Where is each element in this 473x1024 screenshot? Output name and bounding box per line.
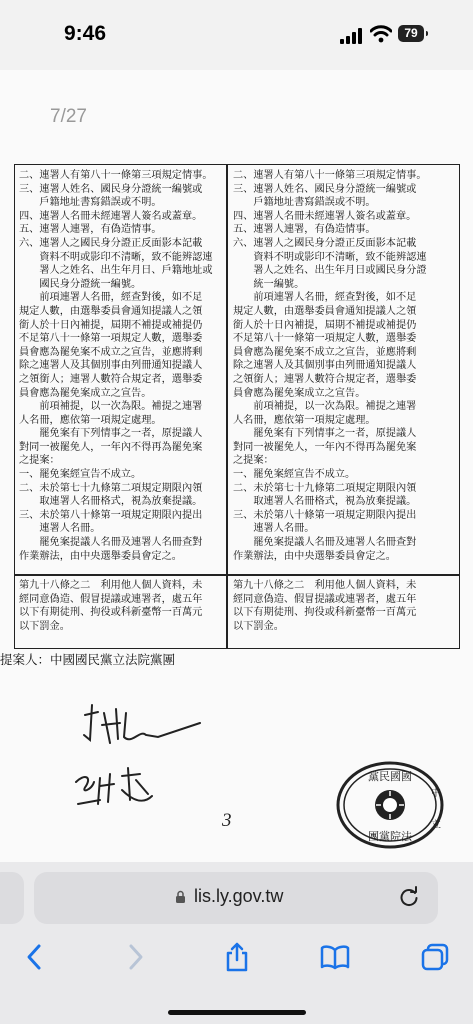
current-text-line: 取連署人名冊格式，視為放棄提議。 — [19, 496, 203, 508]
amended-text-line: 資料不明或影印不清晰，致不能辨認連 — [233, 251, 427, 263]
article-line: 經同意偽造、假冒提議或連署者，處五年 — [19, 593, 203, 605]
article-line: 以下有期徒刑、拘役或科新臺幣一百萬元 — [233, 607, 417, 619]
amended-text-line: 對同一被罷免人，一年內不得再為罷免案 — [233, 441, 417, 453]
page-counter: 7/27 — [50, 106, 87, 127]
amended-text-line: 取連署人名冊格式，視為放棄提議。 — [233, 496, 417, 508]
url-text: lis.ly.gov.tw — [194, 886, 284, 906]
amended-text-line: 四、連署人名冊未經連署人簽名或蓋章。 — [233, 210, 417, 222]
amended-text-line: 銜人於十日內補提，屆期不補提或補提仍 — [233, 319, 417, 331]
current-text-line: 資料不明或影印不清晰，致不能辨認連 — [19, 251, 213, 263]
previous-tab-preview[interactable] — [0, 872, 24, 924]
current-text-line: 三、連署人姓名、國民身分證統一編號或 — [19, 183, 203, 195]
current-text-line: 員會應為罷免案不成立之宣告，並應將剩 — [19, 346, 203, 358]
current-text-line: 規定人數，由選舉委員會通知提議人之領 — [19, 305, 203, 317]
current-text-line: 之提案： — [19, 455, 60, 467]
amended-text-line: 之提案： — [233, 455, 274, 467]
svg-text:立: 立 — [431, 820, 441, 831]
amended-text-line: 不足第八十一條第一項規定人數，選舉委 — [233, 333, 417, 345]
current-text-line: 戶籍地址書寫錯誤或不明。 — [19, 197, 162, 209]
signature-2 — [70, 760, 180, 820]
current-text-line: 四、連署人名冊未經連署人簽名或蓋章。 — [19, 210, 203, 222]
article-line: 第九十八條之二 利用他人個人資料，未 — [19, 580, 203, 591]
amended-text-line: 五、連署人連署，有偽造情事。 — [233, 224, 376, 236]
amended-text-line: 作業辦法，由中央選舉委員會定之。 — [233, 550, 396, 562]
row-divider — [15, 574, 459, 576]
amended-text-line: 二、連署人有第八十一條第三項規定情事。 — [233, 170, 427, 181]
current-text-line: 罷免案有下列情事之一者，原提議人 — [19, 428, 203, 440]
proposer-line: 提案人：中國國民黨立法院黨團 — [0, 652, 176, 667]
article-line: 以下罰金。 — [19, 620, 70, 632]
article-line: 第九十八條之二 利用他人個人資料，未 — [233, 580, 417, 591]
amended-text-line: 之領銜人；連署人數符合規定者，選舉委 — [233, 373, 417, 385]
current-text-line: 六、連署人之國民身分證正反面影本記載 — [19, 237, 203, 249]
current-text-line: 之領銜人；連署人數符合規定者，選舉委 — [19, 373, 203, 385]
current-text-line: 五、連署人連署，有偽造情事。 — [19, 224, 162, 236]
current-text-line: 前項補提，以一次為限。補提之連署 — [19, 401, 203, 413]
svg-text:中: 中 — [431, 788, 441, 799]
comparison-table — [14, 164, 460, 649]
bookmarks-icon[interactable] — [320, 942, 350, 972]
signature-1 — [80, 695, 220, 755]
amended-text-line: 前項連署人名冊，經查對後，如不足 — [233, 292, 417, 304]
amended-text-line: 員會應為罷免案成立之宣告。 — [233, 387, 366, 399]
column-divider — [226, 165, 228, 648]
share-icon[interactable] — [222, 942, 252, 972]
current-text-line: 對同一被罷免人，一年內不得再為罷免案 — [19, 441, 203, 453]
current-text-line: 二、未於第七十九條第二項規定期限內領 — [19, 482, 203, 494]
current-text-line: 二、連署人有第八十一條第三項規定情事。 — [19, 170, 213, 181]
amended-text-line: 統一編號。 — [233, 278, 305, 290]
amended-text-line: 六、連署人之國民身分證正反面影本記載 — [233, 237, 417, 249]
clock: 9:46 — [64, 22, 107, 45]
amended-text-column — [233, 169, 455, 563]
current-text-line: 罷免案提議人名冊及連署人名冊查對 — [19, 537, 203, 549]
battery-icon: 79 — [398, 25, 424, 42]
amended-text-line: 前項補提，以一次為限。補提之連署 — [233, 401, 417, 413]
amended-text-line: 三、連署人姓名、國民身分證統一編號或 — [233, 183, 417, 195]
reload-icon[interactable] — [398, 886, 420, 908]
current-text-line: 人名冊，應依第一項規定處理。 — [19, 414, 162, 426]
current-text-line: 不足第八十一條第一項規定人數，選舉委 — [19, 333, 203, 345]
forward-icon[interactable] — [120, 942, 150, 972]
amended-text-line: 規定人數，由選舉委員會通知提議人之領 — [233, 305, 417, 317]
svg-text:黨民國國: 黨民國國 — [368, 770, 412, 783]
current-text-line: 銜人於十日內補提，屆期不補提或補提仍 — [19, 319, 203, 331]
amended-text-line: 罷免案有下列情事之一者，原提議人 — [233, 428, 417, 440]
current-text-line: 署人之姓名、出生年月日、戶籍地址或 — [19, 265, 213, 277]
article-98-2-right — [233, 579, 455, 633]
article-line: 經同意偽造、假冒提議或連署者，處五年 — [233, 593, 417, 605]
cellular-signal-icon — [340, 28, 362, 44]
article-line: 以下罰金。 — [233, 620, 284, 632]
amended-text-line: 戶籍地址書寫錯誤或不明。 — [233, 197, 376, 209]
status-bar — [0, 0, 473, 70]
page-number: 3 — [222, 810, 232, 831]
current-text-line: 一、罷免案經宣告不成立。 — [19, 469, 142, 481]
current-text-line: 連署人名冊。 — [19, 523, 101, 535]
amended-text-line: 除之連署人及其個別事由列冊通知提議人 — [233, 360, 417, 372]
svg-text:團黨院法: 團黨院法 — [368, 830, 412, 843]
amended-text-line: 三、未於第八十條第一項規定期限內提出 — [233, 509, 417, 521]
article-line: 以下有期徒刑、拘役或科新臺幣一百萬元 — [19, 607, 203, 619]
address-bar[interactable] — [34, 872, 438, 924]
current-text-line: 前項連署人名冊，經查對後，如不足 — [19, 292, 203, 304]
article-98-2-left — [19, 579, 223, 633]
browser-toolbar — [0, 862, 473, 1024]
tabs-icon[interactable] — [420, 942, 450, 972]
current-text-line: 國民身分證統一編號。 — [19, 278, 142, 290]
back-icon[interactable] — [20, 942, 50, 972]
home-indicator — [168, 1010, 306, 1015]
party-seal — [335, 760, 445, 850]
wifi-icon — [370, 25, 392, 43]
amended-text-line: 一、罷免案經宣告不成立。 — [233, 469, 356, 481]
amended-text-line: 員會應為罷免案不成立之宣告，並應將剩 — [233, 346, 417, 358]
amended-text-line: 連署人名冊。 — [233, 523, 315, 535]
current-text-line: 除之連署人及其個別事由列冊通知提議人 — [19, 360, 203, 372]
amended-text-line: 人名冊，應依第一項規定處理。 — [233, 414, 376, 426]
current-text-line: 員會應為罷免案成立之宣告。 — [19, 387, 152, 399]
current-text-line: 作業辦法，由中央選舉委員會定之。 — [19, 550, 182, 562]
current-text-column — [19, 169, 223, 563]
amended-text-line: 署人之姓名、出生年月日或國民身分證 — [233, 265, 427, 277]
document-viewer[interactable] — [0, 70, 473, 862]
amended-text-line: 罷免案提議人名冊及連署人名冊查對 — [233, 537, 417, 549]
amended-text-line: 二、未於第七十九條第二項規定期限內領 — [233, 482, 417, 494]
current-text-line: 三、未於第八十條第一項規定期限內提出 — [19, 509, 203, 521]
lock-icon — [175, 890, 186, 904]
